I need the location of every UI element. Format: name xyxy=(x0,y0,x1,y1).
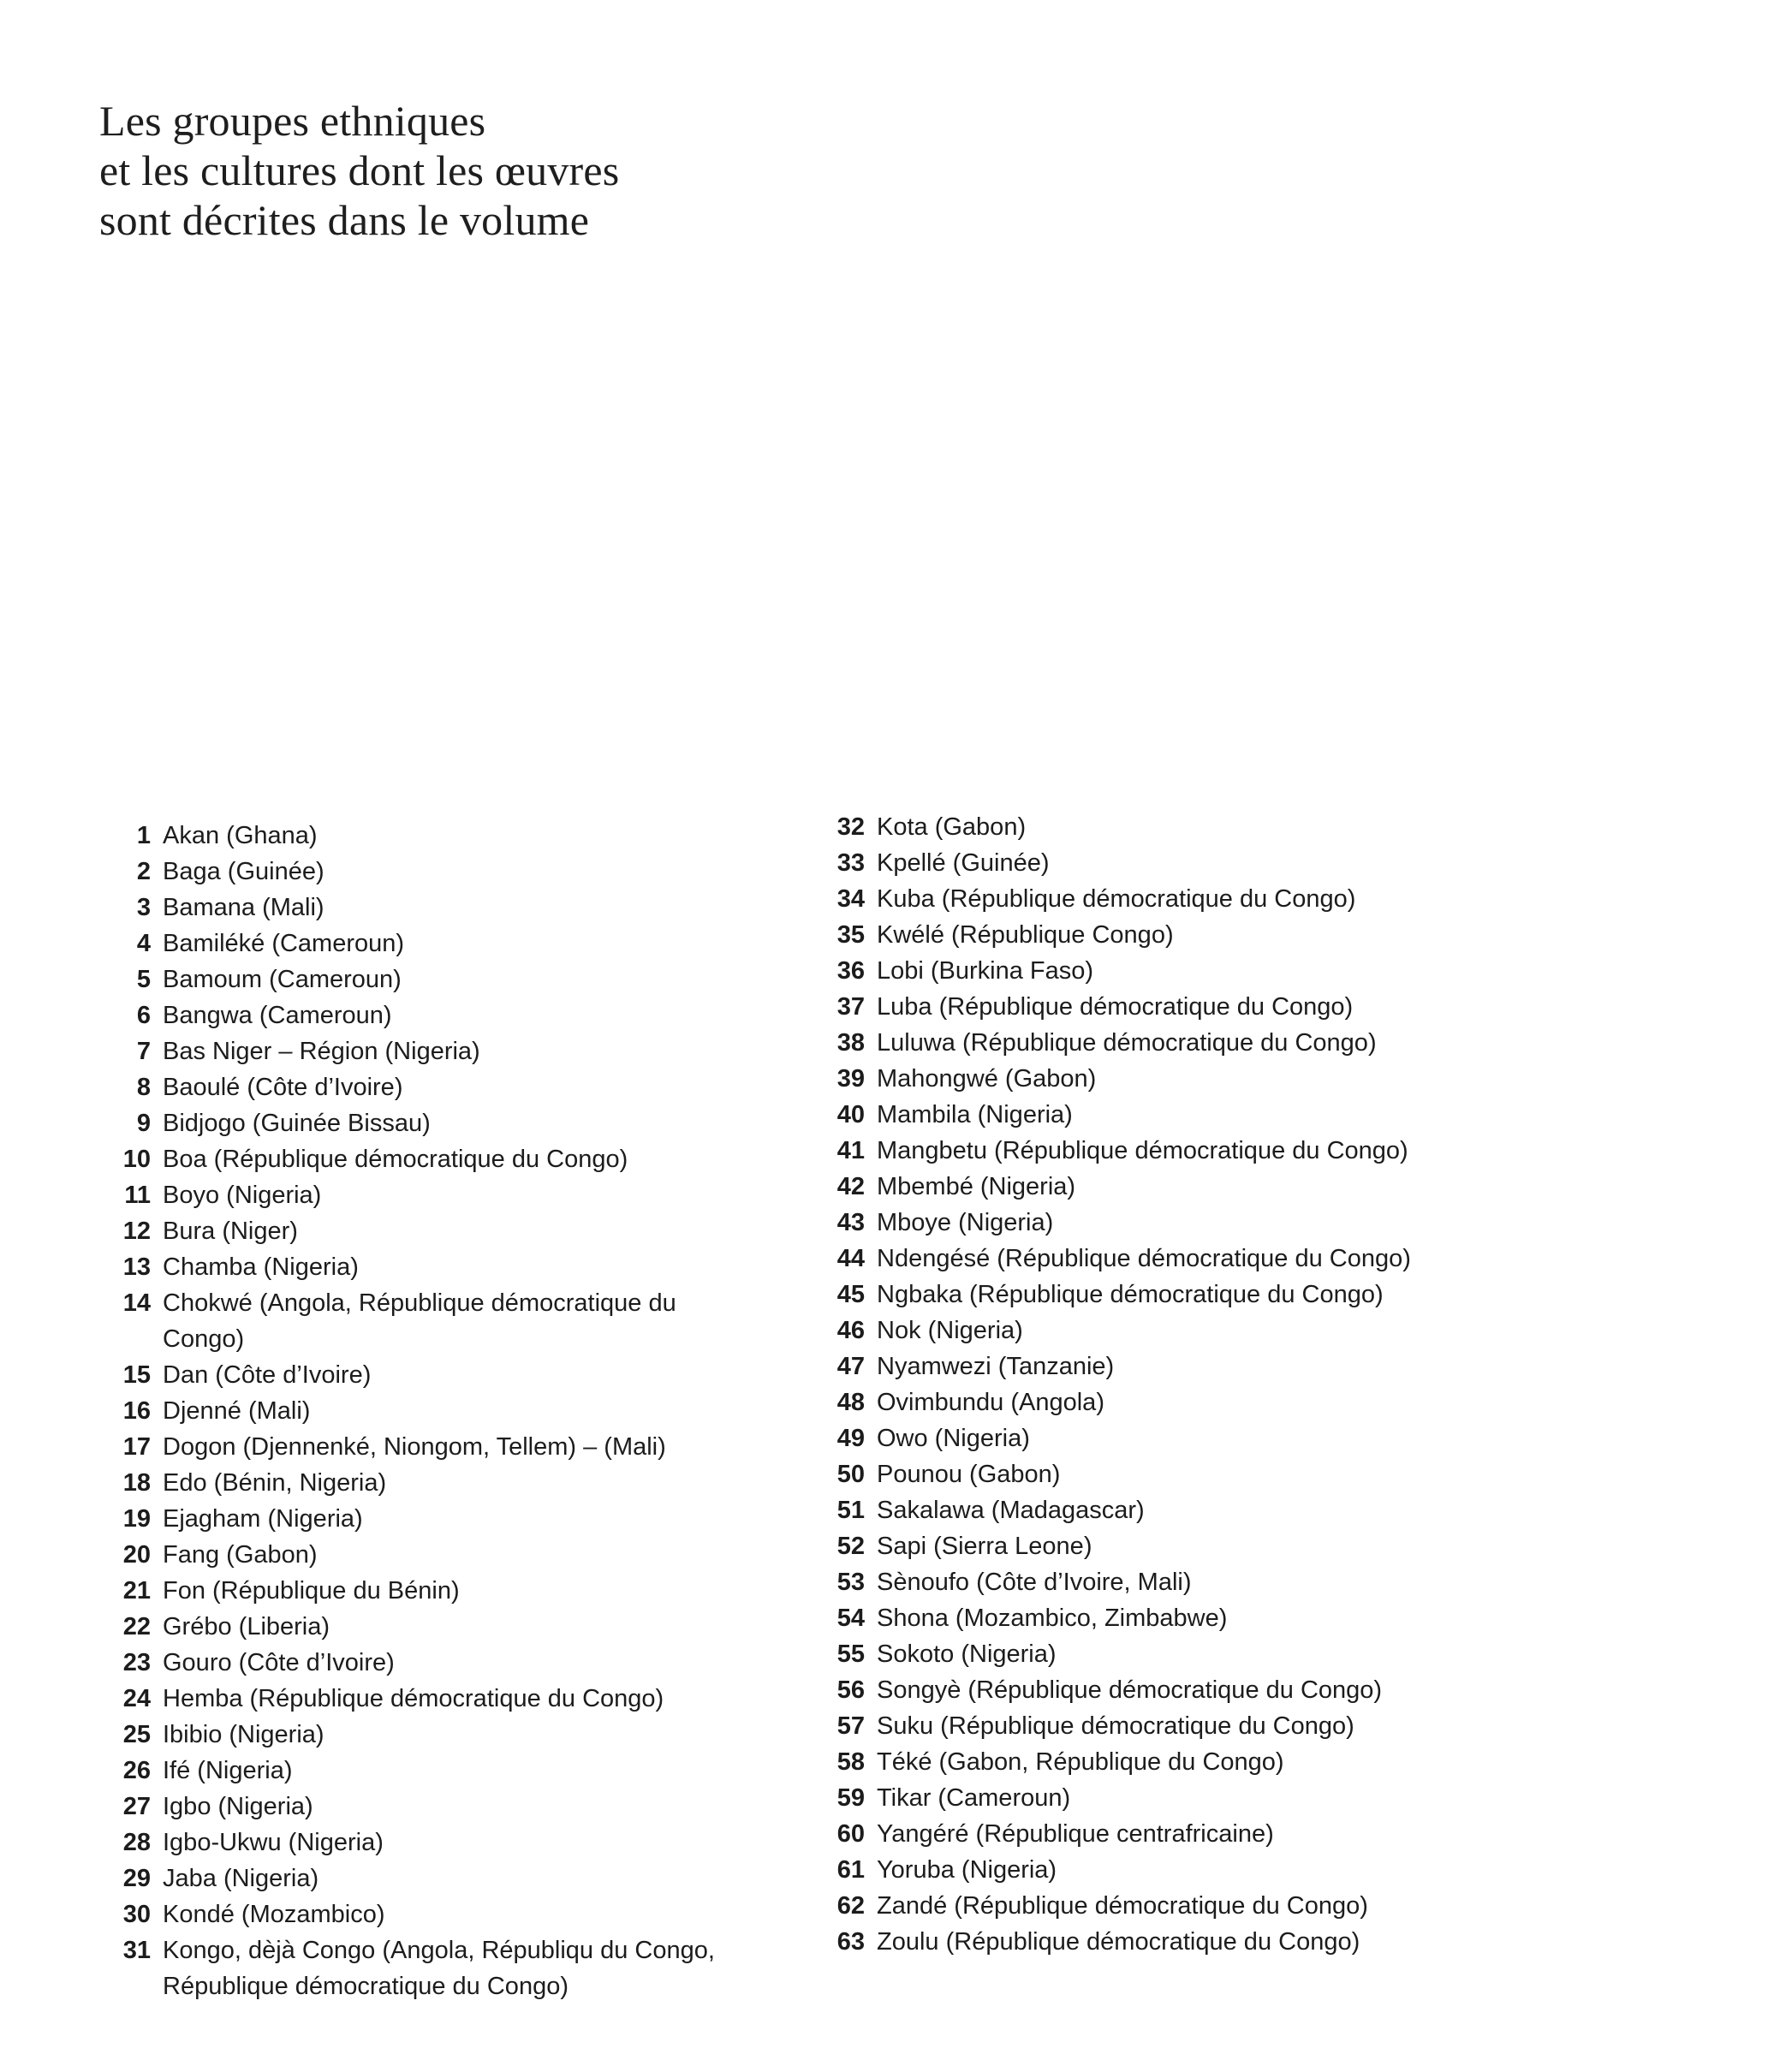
item-number: 32 xyxy=(836,813,865,841)
item-number: 53 xyxy=(836,1569,865,1596)
item-number: 54 xyxy=(836,1605,865,1632)
item-text: Hemba (République démocratique du Congo) xyxy=(163,1685,664,1712)
item-text: Suku (République démocratique du Congo) xyxy=(877,1712,1354,1740)
item-text: Téké (Gabon, République du Congo) xyxy=(877,1748,1284,1776)
list-item xyxy=(824,1744,1491,1780)
item-text: Kwélé (République Congo) xyxy=(877,921,1174,949)
list-item xyxy=(110,1069,846,1105)
item-number: 23 xyxy=(122,1649,151,1676)
item-number: 3 xyxy=(136,894,151,921)
item-text: Igbo (Nigeria) xyxy=(163,1793,313,1820)
item-number: 33 xyxy=(836,849,865,877)
item-text: Ngbaka (République démocratique du Congo) xyxy=(877,1281,1384,1308)
item-text: Bidjogo (Guinée Bissau) xyxy=(163,1110,431,1137)
item-number: 36 xyxy=(836,957,865,985)
item-number: 46 xyxy=(836,1317,865,1344)
item-number: 52 xyxy=(836,1533,865,1560)
item-text: Zoulu (République démocratique du Congo) xyxy=(877,1928,1360,1956)
item-text: Bura (Niger) xyxy=(163,1218,298,1245)
item-number: 2 xyxy=(136,858,151,885)
list-item xyxy=(824,845,1491,881)
item-text: Kongo, dèjà Congo (Angola, Républiqu du Congo, République démocratique du Congo) xyxy=(163,1937,715,2000)
item-text: Bamoum (Cameroun) xyxy=(163,966,402,993)
title-line-2: et les cultures dont les œuvres xyxy=(99,146,620,194)
item-text: Sokoto (Nigeria) xyxy=(877,1640,1057,1668)
ethnic-groups-list-right xyxy=(824,809,1491,1960)
list-item xyxy=(110,997,846,1033)
item-text: Mangbetu (République démocratique du Congo) xyxy=(877,1137,1408,1164)
item-text: Owo (Nigeria) xyxy=(877,1425,1030,1452)
item-text: Nyamwezi (Tanzanie) xyxy=(877,1353,1115,1380)
list-item xyxy=(824,989,1491,1025)
item-text: Akan (Ghana) xyxy=(163,822,318,849)
list-item xyxy=(110,1141,846,1177)
item-number: 38 xyxy=(836,1029,865,1057)
item-text: Mbembé (Nigeria) xyxy=(877,1173,1076,1200)
item-text: Djenné (Mali) xyxy=(163,1397,311,1425)
item-number: 61 xyxy=(836,1856,865,1884)
item-text: Sapi (Sierra Leone) xyxy=(877,1533,1092,1560)
item-text: Mboye (Nigeria) xyxy=(877,1209,1054,1236)
item-number: 37 xyxy=(836,993,865,1021)
list-item xyxy=(110,1609,846,1645)
item-text: Sènoufo (Côte d’Ivoire, Mali) xyxy=(877,1569,1192,1596)
list-item xyxy=(824,1097,1491,1133)
item-number: 5 xyxy=(136,966,151,993)
list-item xyxy=(110,1249,846,1285)
item-number: 41 xyxy=(836,1137,865,1164)
item-text: Boa (République démocratique du Congo) xyxy=(163,1146,628,1173)
list-item xyxy=(824,1420,1491,1456)
item-text: Bamiléké (Cameroun) xyxy=(163,930,405,957)
list-item xyxy=(110,854,846,890)
list-item xyxy=(824,1780,1491,1816)
item-text: Yangéré (République centrafricaine) xyxy=(877,1820,1274,1848)
item-text: Baoulé (Côte d’Ivoire) xyxy=(163,1074,403,1101)
item-text: Igbo-Ukwu (Nigeria) xyxy=(163,1829,384,1856)
item-number: 18 xyxy=(122,1469,151,1497)
item-text: Kuba (République démocratique du Congo) xyxy=(877,885,1356,913)
list-item xyxy=(110,1177,846,1213)
list-item xyxy=(110,1465,846,1501)
item-number: 57 xyxy=(836,1712,865,1740)
item-number: 29 xyxy=(122,1865,151,1892)
item-number: 6 xyxy=(136,1002,151,1029)
list-item xyxy=(110,1573,846,1609)
list-item xyxy=(110,890,846,926)
list-item xyxy=(824,1924,1491,1960)
item-text: Gouro (Côte d’Ivoire) xyxy=(163,1649,395,1676)
item-number: 8 xyxy=(136,1074,151,1101)
list-item xyxy=(110,1717,846,1753)
item-text: Edo (Bénin, Nigeria) xyxy=(163,1469,387,1497)
item-number: 34 xyxy=(836,885,865,913)
list-item xyxy=(110,1285,846,1357)
title-line-3: sont décrites dans le volume xyxy=(99,196,590,244)
list-item xyxy=(110,962,846,997)
item-number: 55 xyxy=(836,1640,865,1668)
item-number: 11 xyxy=(124,1182,151,1209)
item-text: Chamba (Nigeria) xyxy=(163,1253,359,1281)
item-number: 16 xyxy=(122,1397,151,1425)
list-item xyxy=(824,1277,1491,1313)
item-number: 58 xyxy=(836,1748,865,1776)
item-text: Tikar (Cameroun) xyxy=(877,1784,1071,1812)
item-text: Fon (République du Bénin) xyxy=(163,1577,460,1605)
item-number: 22 xyxy=(122,1613,151,1640)
item-number: 56 xyxy=(836,1676,865,1704)
list-item xyxy=(824,1313,1491,1349)
list-item xyxy=(824,1169,1491,1205)
list-item xyxy=(824,1205,1491,1241)
item-text: Shona (Mozambico, Zimbabwe) xyxy=(877,1605,1228,1632)
list-item xyxy=(110,818,846,854)
list-item xyxy=(110,1896,846,1932)
list-item xyxy=(824,953,1491,989)
list-item xyxy=(824,917,1491,953)
list-item xyxy=(110,1681,846,1717)
list-item xyxy=(110,1825,846,1861)
item-number: 35 xyxy=(836,921,865,949)
item-text: Zandé (République démocratique du Congo) xyxy=(877,1892,1368,1920)
ethnic-groups-list-left xyxy=(110,818,846,2004)
item-text: Ejagham (Nigeria) xyxy=(163,1505,363,1533)
item-number: 48 xyxy=(836,1389,865,1416)
list-item xyxy=(824,1492,1491,1528)
list-item xyxy=(824,1456,1491,1492)
item-text: Luluwa (République démocratique du Congo) xyxy=(877,1029,1377,1057)
item-text: Fang (Gabon) xyxy=(163,1541,318,1569)
item-number: 51 xyxy=(836,1497,865,1524)
list-item xyxy=(824,1708,1491,1744)
item-text: Jaba (Nigeria) xyxy=(163,1865,319,1892)
item-text: Pounou (Gabon) xyxy=(877,1461,1061,1488)
item-text: Ifé (Nigeria) xyxy=(163,1757,293,1784)
page-title xyxy=(99,96,619,245)
list-item xyxy=(824,809,1491,845)
list-item xyxy=(110,1213,846,1249)
item-number: 59 xyxy=(836,1784,865,1812)
item-text: Ibibio (Nigeria) xyxy=(163,1721,324,1748)
list-item xyxy=(824,1672,1491,1708)
item-number: 17 xyxy=(122,1433,151,1461)
item-number: 39 xyxy=(836,1065,865,1093)
item-number: 43 xyxy=(836,1209,865,1236)
item-text: Kondé (Mozambico) xyxy=(163,1901,385,1928)
item-text: Grébo (Liberia) xyxy=(163,1613,330,1640)
item-text: Nok (Nigeria) xyxy=(877,1317,1023,1344)
list-item xyxy=(824,1852,1491,1888)
item-text: Mahongwé (Gabon) xyxy=(877,1065,1097,1093)
list-item xyxy=(824,1888,1491,1924)
item-number: 62 xyxy=(836,1892,865,1920)
item-number: 50 xyxy=(836,1461,865,1488)
list-item xyxy=(110,1357,846,1393)
item-text: Dogon (Djennenké, Niongom, Tellem) – (Mali) xyxy=(163,1433,666,1461)
item-text: Bangwa (Cameroun) xyxy=(163,1002,392,1029)
list-item xyxy=(824,1564,1491,1600)
list-item xyxy=(110,1429,846,1465)
item-number: 13 xyxy=(122,1253,151,1281)
item-number: 60 xyxy=(836,1820,865,1848)
list-item xyxy=(110,1645,846,1681)
item-number: 14 xyxy=(122,1289,151,1317)
item-number: 1 xyxy=(136,822,151,849)
item-text: Kpellé (Guinée) xyxy=(877,849,1050,877)
item-text: Lobi (Burkina Faso) xyxy=(877,957,1094,985)
item-number: 24 xyxy=(122,1685,151,1712)
list-item xyxy=(824,1061,1491,1097)
item-number: 30 xyxy=(122,1901,151,1928)
list-item xyxy=(110,1393,846,1429)
item-number: 9 xyxy=(136,1110,151,1137)
item-text: Mambila (Nigeria) xyxy=(877,1101,1073,1128)
item-number: 15 xyxy=(122,1361,151,1389)
list-item xyxy=(110,1753,846,1789)
list-item xyxy=(110,1861,846,1896)
item-number: 44 xyxy=(836,1245,865,1272)
item-text: Baga (Guinée) xyxy=(163,858,324,885)
item-text: Ovimbundu (Angola) xyxy=(877,1389,1104,1416)
list-item xyxy=(110,1033,846,1069)
list-item xyxy=(824,1600,1491,1636)
list-item xyxy=(824,1528,1491,1564)
item-number: 47 xyxy=(836,1353,865,1380)
item-number: 31 xyxy=(122,1937,151,1964)
item-text: Sakalawa (Madagascar) xyxy=(877,1497,1145,1524)
item-text: Boyo (Nigeria) xyxy=(163,1182,322,1209)
item-number: 63 xyxy=(836,1928,865,1956)
list-item xyxy=(110,1789,846,1825)
item-number: 12 xyxy=(122,1218,151,1245)
list-item xyxy=(110,1105,846,1141)
list-item xyxy=(110,926,846,962)
item-number: 45 xyxy=(836,1281,865,1308)
list-item xyxy=(824,1384,1491,1420)
item-number: 28 xyxy=(122,1829,151,1856)
list-item xyxy=(824,1349,1491,1384)
list-item xyxy=(110,1537,846,1573)
list-item xyxy=(824,1133,1491,1169)
title-line-1: Les groupes ethniques xyxy=(99,97,486,145)
list-item xyxy=(824,1636,1491,1672)
item-text: Songyè (République démocratique du Congo) xyxy=(877,1676,1383,1704)
list-item xyxy=(824,1241,1491,1277)
item-text: Chokwé (Angola, République démocratique du Congo) xyxy=(163,1289,676,1353)
item-number: 27 xyxy=(122,1793,151,1820)
item-number: 10 xyxy=(122,1146,151,1173)
item-text: Dan (Côte d’Ivoire) xyxy=(163,1361,372,1389)
list-item xyxy=(824,1025,1491,1061)
item-number: 7 xyxy=(136,1038,151,1065)
item-text: Kota (Gabon) xyxy=(877,813,1027,841)
item-text: Ndengésé (République démocratique du Congo) xyxy=(877,1245,1411,1272)
item-text: Yoruba (Nigeria) xyxy=(877,1856,1057,1884)
list-item xyxy=(824,881,1491,917)
item-text: Bas Niger – Région (Nigeria) xyxy=(163,1038,480,1065)
item-number: 21 xyxy=(122,1577,151,1605)
item-number: 19 xyxy=(122,1505,151,1533)
item-number: 4 xyxy=(136,930,151,957)
item-number: 25 xyxy=(122,1721,151,1748)
list-item xyxy=(110,1932,846,2004)
item-number: 40 xyxy=(836,1101,865,1128)
item-number: 49 xyxy=(836,1425,865,1452)
item-text: Luba (République démocratique du Congo) xyxy=(877,993,1354,1021)
item-number: 20 xyxy=(122,1541,151,1569)
list-item xyxy=(110,1501,846,1537)
item-number: 42 xyxy=(836,1173,865,1200)
item-number: 26 xyxy=(122,1757,151,1784)
item-text: Bamana (Mali) xyxy=(163,894,324,921)
list-item xyxy=(824,1816,1491,1852)
